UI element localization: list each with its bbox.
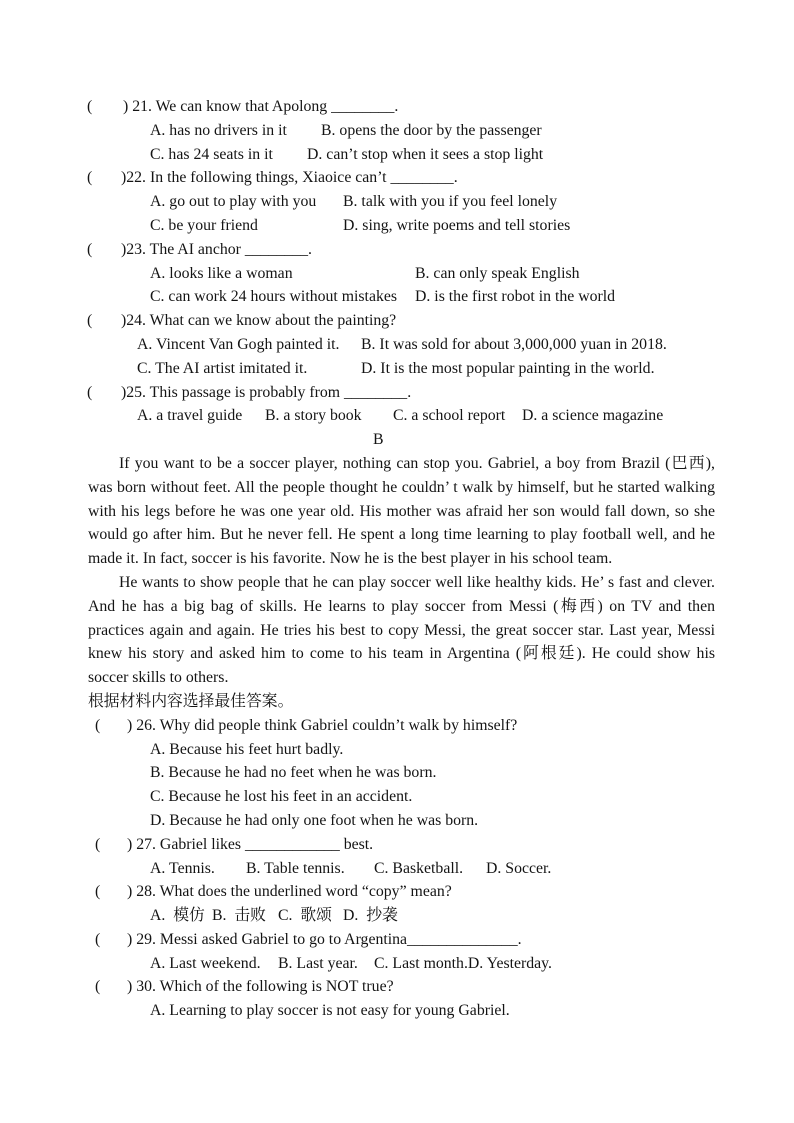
option-d: D. a science magazine [522, 407, 664, 425]
passage-line: was born without feet. All the people thought he couldn’ t walk by himself, but he started walking [88, 478, 715, 496]
question-stem: ) 26. Why did people think Gabriel couldn’t walk by himself? [127, 716, 518, 734]
question-26 [0, 714, 794, 833]
option-row [0, 357, 794, 381]
stem-row [0, 309, 794, 333]
question-stem: ) 21. We can know that Apolong ________. [123, 98, 399, 115]
option-row [0, 262, 794, 286]
option-a: A. looks like a woman [150, 264, 293, 282]
option-d: D. can’t stop when it sees a stop light [307, 145, 544, 163]
option-c: C. The AI artist imitated it. [137, 359, 308, 377]
option-row [0, 143, 794, 167]
question-stem: ) 28. What does the underlined word “copy” mean? [127, 883, 452, 901]
answer-bracket: ( [95, 835, 101, 853]
option-row [0, 785, 794, 809]
stem-row [0, 238, 794, 262]
worksheet [0, 95, 794, 1023]
question-28 [0, 880, 794, 928]
passage-line: would go after him. But he never fell. He spent a long time learning to play football well, and he [88, 526, 715, 544]
option-row [0, 119, 794, 143]
question-stem: )22. In the following things, Xiaoice can’t ________. [121, 169, 458, 187]
option-c: C. Because he lost his feet in an accident. [150, 788, 413, 806]
option-c: C. can work 24 hours without mistakes [150, 288, 398, 306]
question-23 [0, 238, 794, 309]
option-d: D. is the first robot in the world [415, 288, 616, 306]
answer-bracket: ( [95, 930, 101, 948]
option-c: C. 歌颂 [278, 907, 332, 925]
passage-line: And he has a big bag of skills. He learns to play soccer from Messi (梅西) on TV and then [88, 597, 715, 615]
option-b: B. Table tennis. [246, 859, 345, 877]
instruction-row [0, 690, 794, 714]
option-b: B. a story book [265, 407, 362, 425]
question-27 [0, 833, 794, 881]
option-a: A. a travel guide [137, 407, 243, 425]
answer-bracket: ( [87, 98, 93, 115]
question-29 [0, 928, 794, 976]
question-21 [0, 95, 794, 166]
passage-line: He wants to show people that he can play soccer well like healthy kids. He’ s fast and clever. [119, 573, 715, 591]
passage-line: made it. In fact, soccer is his favorite. Now he is the best player in his school team. [88, 550, 613, 568]
answer-bracket: ( [95, 716, 101, 734]
option-b: B. talk with you if you feel lonely [343, 193, 558, 211]
stem-row [0, 714, 794, 738]
question-30 [0, 975, 794, 1023]
stem-row [0, 166, 794, 190]
option-c: C. Basketball. [374, 859, 464, 877]
option-row [0, 857, 794, 881]
answer-bracket: ( [87, 383, 93, 401]
stem-row [0, 975, 794, 999]
option-c: C. be your friend [150, 216, 258, 234]
option-a: A. Tennis. [150, 859, 215, 877]
passage-line: with his legs before he was one year old. His mother was afraid her son would fall down, so she [88, 502, 715, 520]
question-stem: )24. What can we know about the painting? [121, 312, 397, 330]
stem-row [0, 381, 794, 405]
passage-line: practices again and again. He tries his best to copy Messi, the great soccer star. Last year, Messi [88, 621, 715, 639]
question-stem: )23. The AI anchor ________. [121, 240, 312, 258]
stem-row [0, 833, 794, 857]
option-b: B. Last year. [278, 954, 358, 972]
option-d: D. Soccer. [486, 859, 552, 877]
option-b: B. It was sold for about 3,000,000 yuan in 2018. [361, 335, 667, 353]
stem-row [0, 880, 794, 904]
option-d: D. 抄袭 [343, 907, 398, 925]
question-stem: ) 30. Which of the following is NOT true? [127, 978, 394, 996]
option-row [0, 904, 794, 928]
option-a: A. go out to play with you [150, 193, 317, 211]
paragraph-1 [0, 452, 794, 571]
option-b: B. 击败 [212, 907, 266, 925]
answer-bracket: ( [87, 312, 93, 330]
answer-bracket: ( [95, 978, 101, 996]
answer-bracket: ( [95, 883, 101, 901]
question-stem: ) 29. Messi asked Gabriel to go to Argentina______________. [127, 930, 522, 948]
option-c: C. a school report [393, 407, 506, 425]
question-25 [0, 381, 794, 429]
stem-row [0, 928, 794, 952]
option-c-d: C. Last month.D. Yesterday. [374, 954, 552, 972]
option-a: A. Learning to play soccer is not easy for young Gabriel. [150, 1002, 510, 1020]
option-a: A. Last weekend. [150, 954, 261, 972]
option-c: C. has 24 seats in it [150, 145, 273, 163]
option-d: D. sing, write poems and tell stories [343, 216, 571, 234]
section-instruction: 根据材料内容选择最佳答案。 [88, 692, 294, 710]
option-b: B. can only speak English [415, 264, 580, 282]
option-row [0, 738, 794, 762]
option-a: A. Vincent Van Gogh painted it. [137, 335, 340, 353]
passage-line: knew his story and asked him to come to his team in Argentina (阿根廷). He could show his [88, 645, 715, 663]
option-row [0, 999, 794, 1023]
option-row [0, 952, 794, 976]
option-row [0, 404, 794, 428]
option-d: D. It is the most popular painting in the world. [361, 359, 655, 377]
answer-bracket: ( [87, 240, 93, 258]
option-row [0, 214, 794, 238]
option-a: A. has no drivers in it [150, 121, 287, 139]
passage-line: soccer skills to others. [88, 669, 229, 687]
passage-line: If you want to be a soccer player, nothing can stop you. Gabriel, a boy from Brazil (巴西), [119, 454, 715, 472]
answer-bracket: ( [87, 169, 93, 187]
question-stem: )25. This passage is probably from ________. [121, 383, 412, 401]
option-row [0, 190, 794, 214]
paragraph-2 [0, 571, 794, 690]
option-b: B. opens the door by the passenger [321, 121, 542, 139]
option-a: A. Because his feet hurt badly. [150, 740, 344, 758]
option-row [0, 333, 794, 357]
option-row [0, 285, 794, 309]
option-d: D. Because he had only one foot when he was born. [150, 811, 479, 829]
passage-heading-row [0, 428, 794, 452]
passage-heading: B [373, 431, 384, 449]
question-stem: ) 27. Gabriel likes ____________ best. [127, 835, 374, 853]
question-24 [0, 309, 794, 380]
option-row [0, 761, 794, 785]
option-row [0, 809, 794, 833]
question-22 [0, 166, 794, 237]
option-a: A. 模仿 [150, 907, 205, 925]
option-b: B. Because he had no feet when he was born. [150, 764, 437, 782]
stem-row [0, 95, 794, 119]
